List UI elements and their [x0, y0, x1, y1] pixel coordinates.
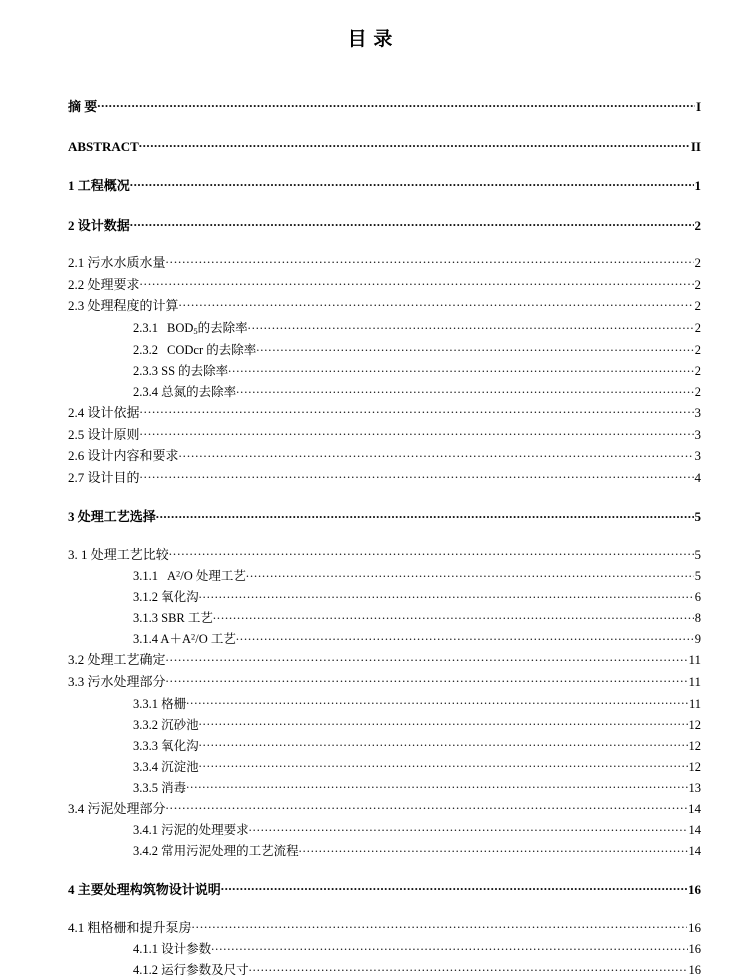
toc-row[interactable] [68, 466, 701, 486]
toc-page-number: 16 [688, 942, 701, 957]
toc-row[interactable] [133, 564, 701, 583]
toc-entry[interactable] [68, 670, 701, 690]
toc-row[interactable] [133, 958, 701, 977]
toc-dot-leader [211, 937, 687, 953]
toc-entry-label: 4 主要处理构筑物设计说明 [68, 882, 221, 898]
toc-entry-label: 3.2 处理工艺确定 [68, 652, 166, 668]
toc-entry-label: 3.1.1 $A^2/O$ 处理工艺 [133, 568, 246, 584]
toc-entry[interactable] [68, 755, 701, 774]
toc-dot-leader [186, 776, 687, 792]
toc-dot-leader [166, 648, 688, 664]
spacer [68, 485, 701, 505]
table-of-contents [0, 95, 733, 977]
toc-entry-label: 3.4.2 常用污泥处理的工艺流程 [133, 844, 299, 859]
toc-dot-leader [199, 585, 694, 601]
toc-entry-label: ABSTRACT [68, 138, 139, 154]
toc-entry-label: 2.2 处理要求 [68, 276, 140, 292]
toc-dot-leader [248, 316, 694, 332]
toc-page-number: 2 [694, 298, 701, 314]
toc-row[interactable] [133, 776, 701, 795]
toc-row[interactable] [133, 585, 701, 604]
toc-entry[interactable] [68, 316, 701, 336]
toc-entry[interactable] [68, 797, 701, 817]
toc-entry[interactable] [68, 776, 701, 795]
toc-dot-leader [179, 444, 694, 460]
toc-page-number: 4 [694, 469, 701, 485]
toc-page-number: 5 [694, 569, 701, 584]
toc-dot-leader [166, 670, 688, 686]
toc-row[interactable] [133, 755, 701, 774]
toc-entry-label: 2.5 设计原则 [68, 426, 140, 442]
toc-dot-leader [140, 273, 694, 289]
toc-entry-label: 3.3.4 沉淀池 [133, 759, 199, 774]
toc-dot-leader [156, 505, 694, 521]
toc-entry-label: 3.1.3 SBR 工艺 [133, 611, 213, 626]
toc-entry[interactable] [68, 423, 701, 443]
toc-entry-label: 3.1.4 $A+A^2/O$ 工艺 [133, 631, 236, 647]
toc-entry-label: 2 设计数据 [68, 217, 130, 233]
toc-page-number: 14 [688, 823, 701, 838]
toc-row[interactable] [68, 505, 701, 525]
spacer [68, 115, 701, 135]
toc-dot-leader [192, 916, 687, 932]
toc-page-number: 2 [694, 385, 701, 400]
toc-page-number: 12 [688, 717, 701, 732]
toc-page-number: 5 [694, 509, 701, 525]
toc-row[interactable] [68, 670, 701, 690]
toc-entry[interactable] [68, 878, 701, 898]
toc-entry[interactable] [68, 627, 701, 646]
toc-row[interactable] [68, 135, 701, 155]
toc-dot-leader [139, 135, 690, 151]
toc-entry[interactable] [68, 359, 701, 378]
toc-entry-label: 3.4 污泥处理部分 [68, 800, 166, 816]
toc-entry-label: 摘 要 [68, 99, 98, 114]
toc-row[interactable] [68, 797, 701, 817]
toc-dot-leader [199, 713, 688, 729]
toc-entry[interactable] [68, 214, 701, 234]
toc-row[interactable] [68, 878, 701, 898]
toc-page-number: 1 [694, 178, 701, 194]
toc-entry-label: 3.3.5 消毒 [133, 780, 187, 795]
toc-entry-label: 2.3.2 CODcr 的去除率 [133, 343, 257, 358]
toc-dot-leader [236, 380, 694, 396]
toc-row[interactable] [68, 174, 701, 194]
toc-row[interactable] [133, 839, 701, 858]
toc-page-number: I [695, 99, 701, 114]
toc-row[interactable] [68, 294, 701, 314]
toc-dot-leader [179, 294, 694, 310]
toc-page-number: 3 [694, 426, 701, 442]
toc-entry[interactable] [68, 606, 701, 625]
toc-entry-label: 2.7 设计目的 [68, 469, 140, 485]
toc-page-number: 14 [688, 844, 701, 859]
toc-page-number: 12 [688, 738, 701, 753]
toc-entry[interactable] [68, 380, 701, 399]
toc-page-number: 2 [694, 320, 701, 335]
toc-row[interactable] [133, 713, 701, 732]
toc-dot-leader [166, 797, 687, 813]
toc-page-number: 2 [694, 255, 701, 271]
toc-page-number: 3 [694, 448, 701, 464]
toc-entry-label: 2.3.4 总氮的去除率 [133, 385, 237, 400]
toc-page-number: 13 [688, 780, 701, 795]
toc-entry[interactable] [68, 338, 701, 357]
toc-row[interactable] [133, 818, 701, 837]
toc-entry[interactable] [68, 818, 701, 837]
toc-entry-label: 2.3.1 $BOD_5$的去除率 [133, 320, 248, 336]
toc-dot-leader [221, 878, 687, 894]
toc-entry-label: 3.1.2 氧化沟 [133, 590, 199, 605]
toc-page-number: 11 [688, 674, 701, 690]
toc-dot-leader [166, 251, 694, 267]
toc-entry-label: 3.3.1 格栅 [133, 696, 187, 711]
toc-page-number: 2 [694, 217, 701, 233]
spacer [68, 154, 701, 174]
toc-dot-leader [236, 627, 694, 643]
toc-entry-label: 3.3 污水处理部分 [68, 674, 166, 690]
toc-dot-leader [140, 466, 694, 482]
toc-entry[interactable] [68, 839, 701, 858]
toc-entry-label: 2.6 设计内容和要求 [68, 448, 179, 464]
toc-entry[interactable] [68, 401, 701, 421]
toc-entry[interactable] [68, 692, 701, 711]
toc-dot-leader [213, 606, 694, 622]
toc-entry-label: 2.1 污水水质水量 [68, 255, 166, 271]
toc-page-number: 11 [688, 652, 701, 668]
toc-entry[interactable] [68, 585, 701, 604]
toc-entry[interactable] [68, 713, 701, 732]
toc-entry-label: 3.4.1 污泥的处理要求 [133, 823, 249, 838]
toc-entry[interactable] [68, 734, 701, 753]
toc-entry-label: 4.1 粗格栅和提升泵房 [68, 919, 192, 935]
spacer [68, 898, 701, 916]
toc-row[interactable] [133, 606, 701, 625]
toc-entry-label: 4.1.1 设计参数 [133, 942, 212, 957]
toc-row[interactable] [133, 734, 701, 753]
toc-entry-label: 3 处理工艺选择 [68, 509, 156, 525]
toc-page-number: 9 [694, 632, 701, 647]
toc-row[interactable] [68, 916, 701, 936]
toc-dot-leader [249, 958, 688, 974]
toc-row[interactable] [133, 627, 701, 646]
toc-row[interactable] [133, 380, 701, 399]
toc-entry[interactable] [68, 958, 701, 977]
toc-dot-leader [256, 338, 694, 354]
toc-row[interactable] [68, 214, 701, 234]
toc-row[interactable] [68, 273, 701, 293]
toc-entry-label: 3. 1 处理工艺比较 [68, 546, 169, 562]
toc-page-number: II [690, 138, 701, 154]
toc-page-number: 14 [688, 800, 701, 816]
toc-page-number: 3 [694, 405, 701, 421]
toc-page-number: 6 [694, 590, 701, 605]
toc-entry[interactable] [68, 444, 701, 464]
toc-dot-leader [169, 543, 694, 559]
toc-page-number: 2 [694, 343, 701, 358]
toc-page-number: 2 [694, 364, 701, 379]
toc-entry-label: 4.1.2 运行参数及尺寸 [133, 963, 249, 977]
toc-entry[interactable] [68, 273, 701, 293]
toc-entry[interactable] [68, 505, 701, 525]
toc-row[interactable] [133, 937, 701, 956]
toc-dot-leader [199, 755, 688, 771]
toc-entry[interactable] [68, 916, 701, 936]
toc-row[interactable] [133, 316, 701, 336]
toc-entry[interactable] [68, 543, 701, 563]
toc-page-number: 16 [688, 882, 701, 898]
toc-entry[interactable] [68, 564, 701, 583]
toc-entry[interactable] [68, 95, 701, 115]
toc-row[interactable] [68, 251, 701, 271]
toc-entry-label: 2.4 设计依据 [68, 405, 140, 421]
toc-row[interactable] [133, 359, 701, 378]
spacer [68, 525, 701, 543]
toc-entry[interactable] [68, 648, 701, 668]
toc-dot-leader [186, 692, 688, 708]
toc-entry-label: 3.3.2 沉砂池 [133, 717, 199, 732]
toc-entry[interactable] [68, 294, 701, 314]
toc-entry-label: 3.3.3 氧化沟 [133, 738, 199, 753]
toc-page-number: 5 [694, 546, 701, 562]
toc-row[interactable] [68, 95, 701, 115]
toc-entry[interactable] [68, 174, 701, 194]
toc-page-number: 2 [694, 276, 701, 292]
toc-dot-leader [97, 95, 695, 111]
toc-entry[interactable] [68, 135, 701, 155]
toc-dot-leader [130, 214, 694, 230]
toc-entry[interactable] [68, 251, 701, 271]
toc-dot-leader [199, 734, 688, 750]
spacer [68, 858, 701, 878]
toc-dot-leader [140, 423, 694, 439]
toc-row[interactable] [133, 338, 701, 357]
toc-entry[interactable] [68, 937, 701, 956]
toc-row[interactable] [68, 444, 701, 464]
toc-page-number: 16 [688, 963, 701, 977]
toc-dot-leader [140, 401, 694, 417]
spacer [68, 194, 701, 214]
toc-page-number: 11 [688, 696, 701, 711]
toc-entry-label: 1 工程概况 [68, 178, 130, 194]
toc-dot-leader [246, 564, 694, 580]
toc-entry-label: 2.3 处理程度的计算 [68, 298, 179, 314]
spacer [68, 233, 701, 251]
toc-page-number: 8 [694, 611, 701, 626]
toc-row[interactable] [133, 692, 701, 711]
toc-row[interactable] [68, 423, 701, 443]
toc-dot-leader [249, 818, 688, 834]
toc-page-number: 16 [688, 919, 701, 935]
toc-row[interactable] [68, 648, 701, 668]
toc-row[interactable] [68, 401, 701, 421]
toc-dot-leader [299, 839, 688, 855]
toc-page-number: 12 [688, 759, 701, 774]
page-title: 目 录 [347, 29, 394, 50]
toc-entry[interactable] [68, 466, 701, 486]
toc-dot-leader [228, 359, 694, 375]
toc-dot-leader [130, 174, 694, 190]
toc-entry-label: 2.3.3 SS 的去除率 [133, 364, 229, 379]
toc-row[interactable] [68, 543, 701, 563]
